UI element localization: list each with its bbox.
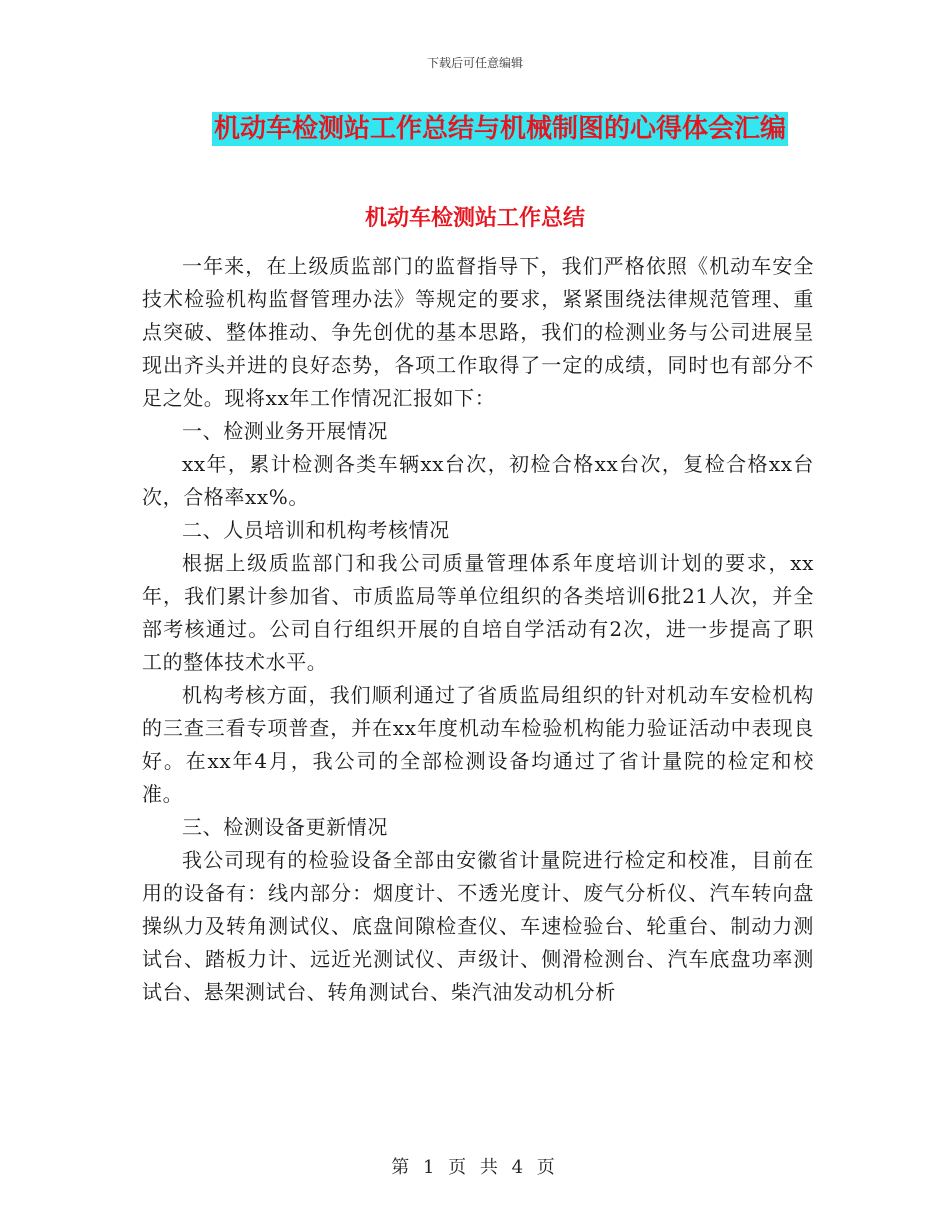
header-note: 下载后可任意编辑 — [426, 56, 523, 70]
heading-equipment-update: 三、检测设备更新情况 — [182, 815, 388, 839]
heading-training-assessment: 二、人员培训和机构考核情况 — [182, 518, 450, 542]
paragraph-training: 根据上级质监部门和我公司质量管理体系年度培训计划的要求，xx年，我们累计参加省、市质监局等单位组织的各类培训6批21人次，并全部考核通过。公司自行组织开展的自培自学活动有2次，进一步提高了职工的整体技术水平。 — [142, 551, 814, 674]
document-body — [142, 250, 814, 1009]
page-footer: 第 1 页 共 4 页 — [391, 1157, 559, 1178]
paragraph-assessment: 机构考核方面，我们顺利通过了省质监局组织的针对机动车安检机构的三查三看专项普查，并在xx年度机动车检验机构能力验证活动中表现良好。在xx年4月，我公司的全部检测设备均通过了省计量院的检定和校准。 — [142, 683, 814, 806]
document-title: 机动车检测站工作总结与机械制图的心得体会汇编 — [213, 114, 786, 144]
heading-inspection-business: 一、检测业务开展情况 — [182, 419, 388, 443]
document-title-wrap — [0, 112, 950, 146]
section-title: 机动车检测站工作总结 — [364, 205, 585, 231]
paragraph-inspection-stats: xx年，累计检测各类车辆xx台次，初检合格xx台次，复检合格xx台次，合格率xx%。 — [142, 452, 814, 509]
paragraph-intro: 一年来，在上级质监部门的监督指导下，我们严格依照《机动车安全技术检验机构监督管理办法》等规定的要求，紧紧围绕法律规范管理、重点突破、整体推动、争先创优的基本思路，我们的检测业务与公司进展呈现出齐头并进的良好态势，各项工作取得了一定的成绩，同时也有部分不足之处。现将xx年工作情况汇报如下： — [142, 254, 814, 410]
paragraph-equipment: 我公司现有的检验设备全部由安徽省计量院进行检定和校准，目前在用的设备有：线内部分：烟度计、不透光度计、废气分析仪、汽车转向盘操纵力及转角测试仪、底盘间隙检查仪、车速检验台、轮重台、制动力测试台、踏板力计、远近光测试仪、声级计、侧滑检测台、汽车底盘功率测试台、悬架测试台、转角测试台、柴汽油发动机分析 — [142, 848, 814, 1004]
